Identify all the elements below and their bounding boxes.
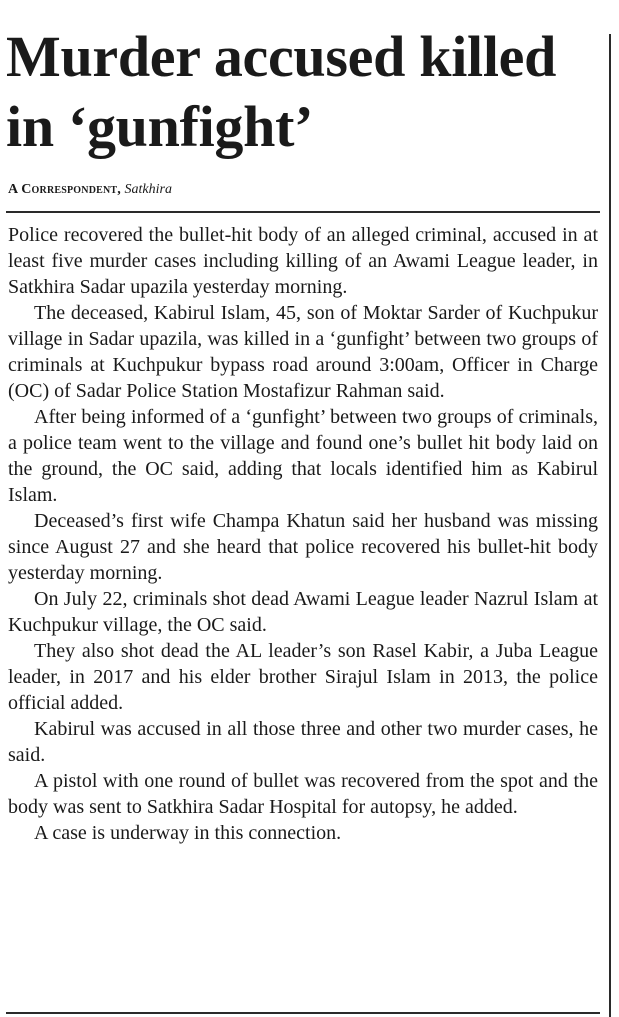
paragraph: They also shot dead the AL leader’s son Rasel Kabir, a Juba League leader, in 2017 and his elder brother Sirajul Islam in 2013, the police official added. bbox=[8, 640, 598, 714]
paragraph: A pistol with one round of bullet was recovered from the spot and the body was sent to Satkhira Sadar Hospital for autopsy, he added. bbox=[8, 770, 598, 818]
paragraph: On July 22, criminals shot dead Awami League leader Nazrul Islam at Kuchpukur village, the OC said. bbox=[8, 588, 598, 636]
bottom-rule bbox=[6, 1012, 600, 1014]
column-rule-right bbox=[609, 34, 611, 1017]
byline bbox=[8, 180, 172, 200]
paragraph: The deceased, Kabirul Islam, 45, son of Moktar Sarder of Kuchpukur village in Sadar upazila, was killed in a ‘gunfight’ between two groups of criminals at Kuchpukur bypass road around 3:00am, Officer in Charge (OC) of Sadar Police Station Mostafizur Rahman said. bbox=[8, 302, 598, 402]
paragraph: Police recovered the bullet-hit body of an alleged criminal, accused in at least five murder cases including killing of an Awami League leader, in Satkhira Sadar upazila yesterday morning. bbox=[8, 224, 598, 298]
paragraph: After being informed of a ‘gunfight’ between two groups of criminals, a police team went to the village and found one’s bullet hit body laid on the ground, the OC said, adding that locals identified him as Kabirul Islam. bbox=[8, 406, 598, 506]
byline-rule bbox=[6, 211, 600, 213]
headline: Murder accused killed in ‘gunfight’ bbox=[6, 24, 557, 159]
byline-location: Satkhira bbox=[124, 182, 172, 197]
paragraph: A case is underway in this connection. bbox=[34, 822, 342, 844]
paragraph: Kabirul was accused in all those three and other two murder cases, he said. bbox=[8, 718, 598, 766]
paragraph: Deceased’s first wife Champa Khatun said her husband was missing since August 27 and she heard that police recovered his bullet-hit body yesterday morning. bbox=[8, 510, 598, 584]
article-body bbox=[8, 222, 598, 846]
byline-author: A Correspondent, bbox=[8, 182, 121, 197]
